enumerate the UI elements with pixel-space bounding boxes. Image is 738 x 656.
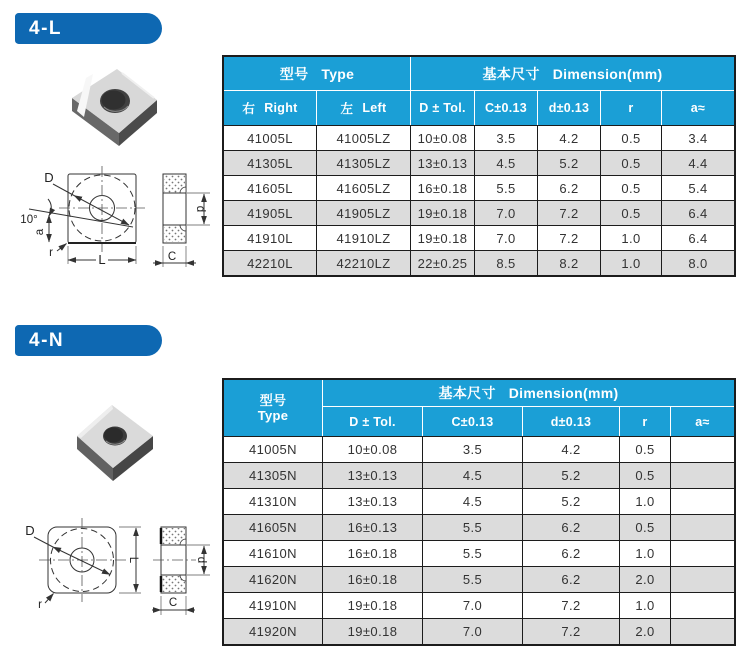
dim-label-r: r [49,247,53,259]
table-cell: 41905L [224,201,316,225]
col-header-r: r [620,407,670,436]
table-cell: 41305N [224,463,322,488]
table-cell: 13±0.13 [323,463,422,488]
table-cell: 5.5 [423,567,522,592]
col-header-type [224,380,322,436]
section-l-banner-label: 4-L [29,17,62,39]
table-cell: 41305LZ [317,151,410,175]
table-cell: 16±0.18 [323,567,422,592]
type-header-en: Type [321,65,355,82]
col-header-d-small: d±0.13 [538,91,600,125]
technical-drawing-n [3,497,218,652]
table-cell: 8.5 [475,251,537,275]
table-cell: 10±0.08 [411,126,474,150]
table-cell [671,489,734,514]
table-cell: 7.0 [475,226,537,250]
table-cell: 8.2 [538,251,600,275]
table-cell [671,619,734,644]
dim-label-r: r [38,599,42,611]
col-header-a: a≈ [662,91,734,125]
table-cell: 41905LZ [317,201,410,225]
dim-header-en: Dimension(mm) [508,385,619,401]
spec-table-n [222,378,736,646]
table-l-header [224,57,734,126]
col-header-r: r [601,91,661,125]
table-cell: 16±0.18 [411,176,474,200]
table-cell: 4.2 [523,437,619,462]
table-cell: 19±0.18 [323,619,422,644]
table-cell: 7.2 [538,201,600,225]
table-cell [671,593,734,618]
spec-table-l [222,55,736,277]
section-n-banner-label: 4-N [29,329,65,351]
table-cell: 41310N [224,489,322,514]
table-cell: 2.0 [620,619,670,644]
table-cell: 7.0 [423,619,522,644]
dim-label-hole-d: d [194,205,206,213]
table-cell: 6.2 [538,176,600,200]
table-cell: 5.5 [423,541,522,566]
col-group-dimension [323,380,734,406]
col-group-dimension [411,57,734,90]
table-cell: 5.2 [523,463,619,488]
table-cell: 13±0.13 [411,151,474,175]
table-cell: 42210LZ [317,251,410,275]
table-cell: 13±0.13 [323,489,422,514]
left-zh: 左 [340,102,354,116]
table-cell: 19±0.18 [411,226,474,250]
table-cell: 41005N [224,437,322,462]
dim-label-d-upper: D [25,523,35,538]
left-en: Left [362,101,387,115]
table-cell: 4.5 [423,463,522,488]
table-cell: 7.2 [523,619,619,644]
table-cell: 2.0 [620,567,670,592]
table-cell: 5.2 [538,151,600,175]
col-header-d-tol: D ± Tol. [411,91,474,125]
section-n-banner [15,325,162,356]
table-cell: 10±0.08 [323,437,422,462]
table-cell: 6.4 [662,201,734,225]
table-cell: 41305L [224,151,316,175]
table-cell: 41605LZ [317,176,410,200]
table-cell: 22±0.25 [411,251,474,275]
dim-label-a: a [34,228,46,236]
table-cell: 0.5 [601,201,661,225]
right-zh: 右 [242,102,256,116]
col-header-left [317,91,410,125]
table-cell: 0.5 [620,463,670,488]
table-cell [671,541,734,566]
table-cell: 7.2 [538,226,600,250]
table-cell: 0.5 [601,126,661,150]
table-cell: 1.0 [620,489,670,514]
table-cell: 7.2 [523,593,619,618]
drawing-l-svg [3,163,218,291]
table-cell: 0.5 [620,515,670,540]
insert-photo-n [58,393,193,498]
table-cell: 19±0.18 [323,593,422,618]
type-header-en: Type [257,407,289,423]
table-cell: 5.4 [662,176,734,200]
table-n-body [224,437,734,644]
dim-label-d-upper: D [44,170,54,185]
dim-label-l: L [98,252,106,267]
table-n-header [224,380,734,437]
table-cell: 3.4 [662,126,734,150]
table-cell: 5.5 [423,515,522,540]
table-cell: 8.0 [662,251,734,275]
drawing-n-svg [3,497,218,647]
table-cell: 3.5 [475,126,537,150]
table-cell: 1.0 [620,593,670,618]
table-cell: 4.5 [423,489,522,514]
table-cell: 1.0 [601,226,661,250]
table-cell: 4.4 [662,151,734,175]
table-cell: 6.2 [523,541,619,566]
col-header-d-small: d±0.13 [523,407,619,436]
table-cell: 6.2 [523,515,619,540]
table-cell: 6.2 [523,567,619,592]
table-cell: 16±0.13 [323,515,422,540]
table-cell: 42210L [224,251,316,275]
table-cell: 41605N [224,515,322,540]
table-cell: 41910LZ [317,226,410,250]
table-cell: 3.5 [423,437,522,462]
col-header-c: C±0.13 [423,407,522,436]
table-cell: 19±0.18 [411,201,474,225]
col-header-d-tol: D ± Tol. [323,407,422,436]
insert-3d-graphic [52,63,187,163]
insert-3d-graphic [58,393,193,493]
table-cell [671,567,734,592]
dim-header-en: Dimension(mm) [552,65,663,82]
dim-label-l: L [127,556,139,564]
col-group-type [224,57,410,90]
dim-header-zh: 基本尺寸 [438,385,496,401]
table-cell: 16±0.18 [323,541,422,566]
table-cell: 0.5 [620,437,670,462]
technical-drawing-l [3,163,218,296]
table-cell: 7.0 [423,593,522,618]
table-cell: 41920N [224,619,322,644]
table-cell: 41005L [224,126,316,150]
table-l-body [224,126,734,275]
table-cell: 0.5 [601,176,661,200]
table-cell: 4.5 [475,151,537,175]
table-cell: 5.2 [523,489,619,514]
table-cell [671,515,734,540]
table-cell: 41610N [224,541,322,566]
dim-label-hole-d: d [195,556,207,564]
table-cell: 4.2 [538,126,600,150]
col-header-c: C±0.13 [475,91,537,125]
table-cell: 1.0 [601,251,661,275]
table-cell: 7.0 [475,201,537,225]
table-cell: 5.5 [475,176,537,200]
col-header-a: a≈ [671,407,734,436]
dim-label-angle: 10° [20,214,38,226]
table-cell: 41605L [224,176,316,200]
col-header-right [224,91,316,125]
table-cell [671,437,734,462]
table-cell: 6.4 [662,226,734,250]
table-cell: 41910N [224,593,322,618]
section-l-banner [15,13,162,44]
table-cell: 41910L [224,226,316,250]
table-cell: 41005LZ [317,126,410,150]
insert-photo-l [52,63,187,168]
dim-label-c: C [168,597,178,609]
table-cell: 1.0 [620,541,670,566]
table-cell: 41620N [224,567,322,592]
type-header-zh: 型号 [279,65,309,82]
dim-header-zh: 基本尺寸 [482,65,540,82]
table-cell: 0.5 [601,151,661,175]
dim-label-c: C [167,251,177,263]
type-header-zh: 型号 [259,392,287,408]
right-en: Right [264,101,298,115]
table-cell [671,463,734,488]
